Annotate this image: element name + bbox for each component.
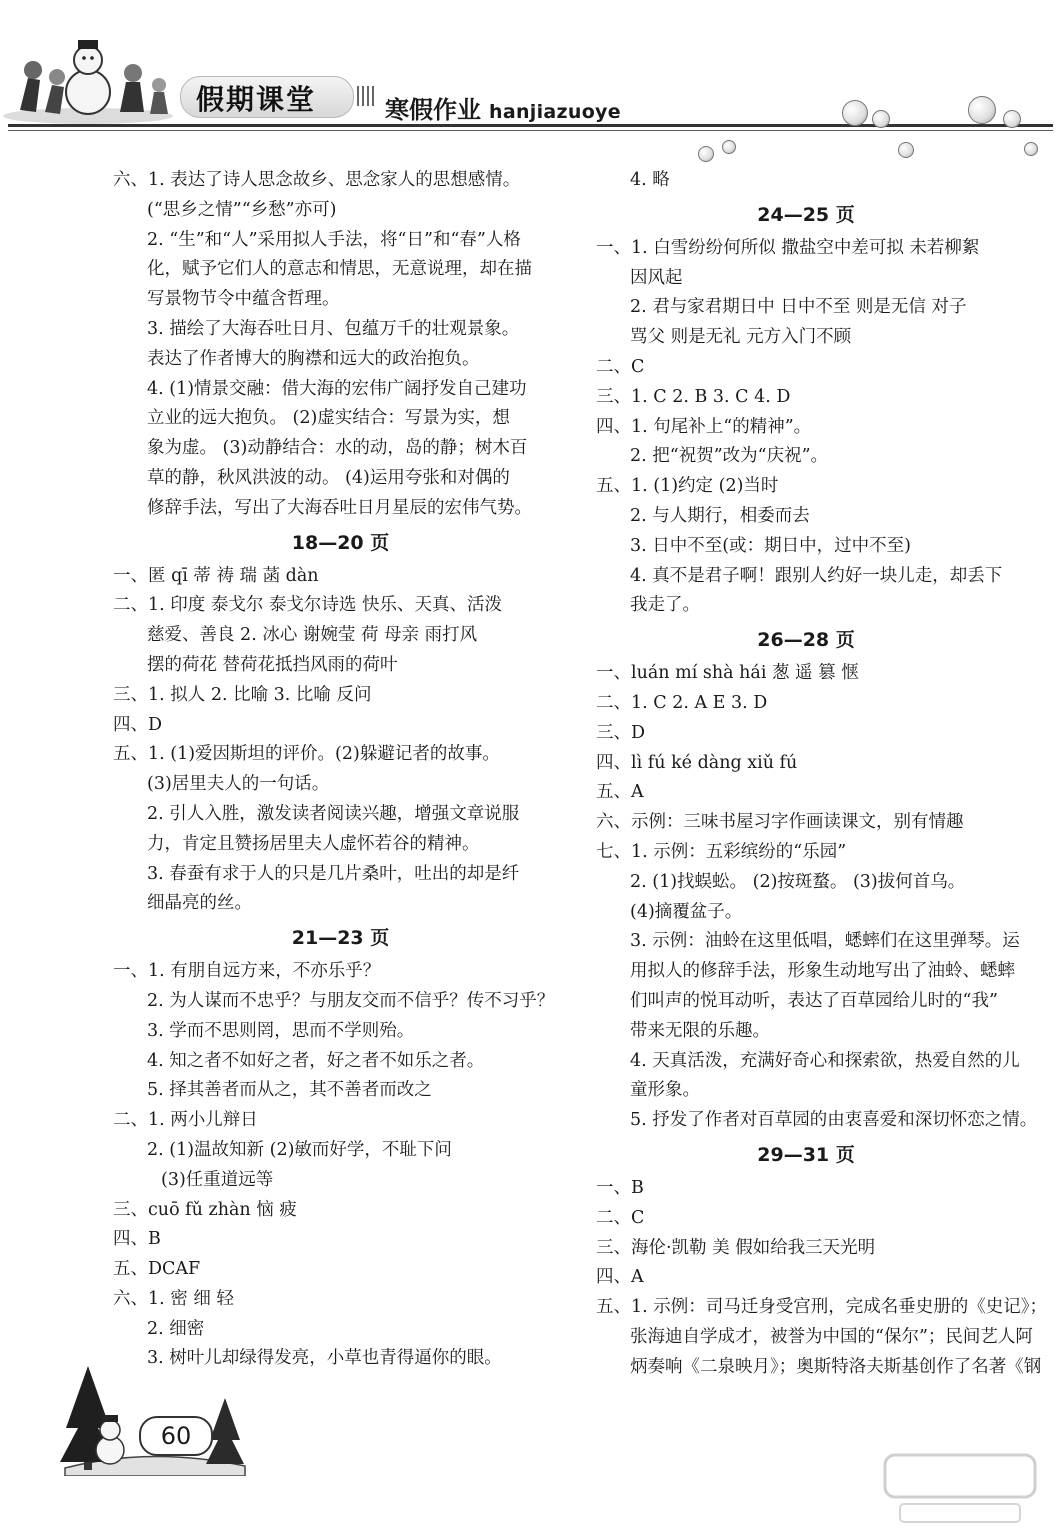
answer-line: 二、C (596, 356, 645, 377)
answer-line: 因风起 (630, 267, 683, 288)
answer-line: 摆的荷花 替荷花抵挡风雨的荷叶 (147, 654, 398, 675)
divider-bars (357, 86, 375, 106)
answer-line: 用拟人的修辞手法，形象生动地写出了油蛉、蟋蟀 (630, 961, 1015, 982)
answer-line: 六、1. 密 细 轻 (113, 1288, 234, 1309)
answer-line: 2. “生”和“人”采用拟人手法，将“日”和“春”人格 (147, 229, 521, 250)
answer-line: 四、1. 句尾补上“的精神”。 (596, 416, 812, 437)
answer-line: 5. 抒发了作者对百草园的由衷喜爱和深切怀恋之情。 (630, 1110, 1038, 1131)
answer-line: 六、示例：三味书屋习字作画读课文，别有情趣 (596, 812, 964, 833)
answer-line: 一、1. 有朋自远方来，不亦乐乎？ (113, 961, 381, 982)
bubble-ornament (1024, 142, 1038, 156)
answer-line: 4. 真不是君子啊！跟别人约好一块儿走，却丢下 (630, 565, 1003, 586)
answer-line: 4. (1)情景交融：借大海的宏伟广阔抒发自己建功 (147, 378, 527, 399)
header-rule-thin (8, 130, 1053, 131)
section-heading: 21—23 页 (291, 927, 390, 950)
answer-line: 五、A (596, 782, 644, 803)
answer-line: 五、1. (1)爱因斯坦的评价。(2)躲避记者的故事。 (113, 744, 500, 765)
answer-line: 3. 树叶儿却绿得发亮，小草也青得逼你的眼。 (147, 1348, 502, 1369)
answer-line: 二、1. 印度 泰戈尔 泰戈尔诗选 快乐、天真、活泼 (113, 595, 502, 616)
answer-line: 力，肯定且赞扬居里夫人虚怀若谷的精神。 (147, 833, 480, 854)
bubble-ornament (698, 146, 714, 162)
page-header (0, 0, 1061, 165)
answer-line: 三、1. C 2. B 3. C 4. D (596, 386, 791, 407)
bubble-ornament (898, 142, 914, 158)
page-number: 60 (139, 1416, 213, 1456)
answer-column-right (596, 166, 1048, 1382)
answer-line: 3. 春蚕有求于人的只是几片桑叶，吐出的却是纤 (147, 863, 520, 884)
answer-line: 张海迪自学成才，被誉为中国的“保尔”；民间艺人阿 (630, 1326, 1033, 1347)
answer-line: 三、海伦·凯勒 美 假如给我三天光明 (596, 1237, 876, 1258)
answer-line: 表达了作者博大的胸襟和远大的政治抱负。 (147, 348, 480, 369)
answer-line: 三、cuō fǔ zhàn 恼 疲 (113, 1199, 297, 1220)
header-subtitle (385, 90, 621, 125)
bubble-ornament (872, 110, 890, 128)
answer-site-watermark-logo (880, 1450, 1040, 1530)
answer-line: (4)摘覆盆子。 (630, 901, 743, 922)
answer-line: 带来无限的乐趣。 (630, 1020, 770, 1041)
answer-line: 2. 为人谋而不忠乎？与朋友交而不信乎？传不习乎？ (147, 990, 555, 1011)
section-heading: 26—28 页 (757, 629, 855, 652)
answer-line: 5. 择其善者而从之，其不善者而改之 (147, 1080, 432, 1101)
answer-line: 童形象。 (630, 1080, 700, 1101)
header-rule-thick (8, 124, 1053, 127)
answer-line: 3. 学而不思则罔，思而不学则殆。 (147, 1020, 415, 1041)
subtitle-pinyin: hanjiazuoye (489, 101, 621, 123)
winter-children-snowman-icon (0, 30, 175, 125)
subtitle-cn: 寒假作业 (385, 96, 481, 124)
answer-line: 3. 描绘了大海吞吐日月、包蕴万千的壮观景象。 (147, 318, 520, 339)
answer-line: 我走了。 (630, 595, 700, 616)
answer-line: 五、1. 示例：司马迁身受宫刑，完成名垂史册的《史记》； (596, 1297, 1048, 1318)
answer-line: 一、luán mí shà hái 葱 遥 篡 惬 (596, 663, 859, 684)
answer-line: 五、1. (1)约定 (2)当时 (596, 476, 779, 497)
answer-line: 2. 把“祝贺”改为“庆祝”。 (630, 446, 829, 467)
section-heading: 18—20 页 (291, 531, 390, 554)
answer-line: 二、1. C 2. A E 3. D (596, 692, 768, 713)
answer-line: 五、DCAF (113, 1259, 201, 1280)
answer-line: 四、D (113, 714, 163, 735)
answer-line: 4. 知之者不如好之者，好之者不如乐之者。 (147, 1050, 485, 1071)
answer-line: 四、lì fú ké dàng xiǔ fú (596, 752, 798, 773)
answer-line: 2. 君与家君期日中 日中不至 则是无信 对子 (630, 297, 967, 318)
answer-line: 慈爱、善良 2. 冰心 谢婉莹 荷 母亲 雨打风 (147, 625, 478, 646)
answer-line: 二、C (596, 1207, 645, 1228)
answer-line: 2. (1)找蜈蚣。 (2)按斑蝥。 (3)拔何首乌。 (630, 871, 966, 892)
bubble-ornament (842, 100, 868, 126)
answer-line: 一、匿 qī 蒂 祷 瑞 菡 dàn (113, 565, 319, 586)
answer-line: 化，赋予它们人的意志和情思，无意说理，却在描 (147, 259, 532, 280)
answer-line: 四、B (113, 1229, 161, 1250)
answer-line: (3)居里夫人的一句话。 (147, 774, 330, 795)
answer-line: 3. 示例：油蛉在这里低唱，蟋蟀们在这里弹琴。运 (630, 931, 1020, 952)
answer-line: 2. 细密 (147, 1318, 205, 1339)
answer-line: 草的静，秋风洪波的动。 (4)运用夸张和对偶的 (147, 467, 510, 488)
answer-line: 七、1. 示例：五彩缤纷的“乐园” (596, 841, 847, 862)
section-heading: 24—25 页 (757, 203, 855, 226)
answer-line: (“思乡之情”“乡愁”亦可) (147, 199, 337, 220)
answer-line: 3. 日中不至(或：期日中，过中不至) (630, 535, 911, 556)
answer-line: 三、1. 拟人 2. 比喻 3. 比喻 反问 (113, 684, 372, 705)
answer-line: 二、1. 两小儿辩日 (113, 1110, 258, 1131)
answer-line: 4. 略 (630, 170, 670, 190)
answer-line: 2. (1)温故知新 (2)敏而好学，不耻下问 (147, 1139, 452, 1160)
answer-line: 2. 引人入胜，激发读者阅读兴趣，增强文章说服 (147, 803, 520, 824)
answer-line: 细晶亮的丝。 (147, 893, 252, 914)
answer-line: 4. 天真活泼，充满好奇心和探索欲，热爱自然的儿 (630, 1050, 1020, 1071)
answer-column-left (113, 166, 568, 1374)
brand-title: 假期课堂 (196, 83, 317, 116)
answer-line: 们叫声的悦耳动听，表达了百草园给儿时的“我” (630, 990, 998, 1011)
answer-line: 四、A (596, 1267, 644, 1288)
answer-line: 写景物节令中蕴含哲理。 (147, 289, 340, 310)
answer-line: 三、D (596, 722, 646, 743)
section-heading: 29—31 页 (757, 1143, 855, 1166)
answer-line: 六、1. 表达了诗人思念故乡、思念家人的思想感情。 (113, 170, 521, 190)
bubble-ornament (1003, 110, 1021, 128)
bubble-ornament (722, 140, 736, 154)
answer-line: 立业的远大抱负。 (2)虚实结合：写景为实，想 (147, 408, 510, 429)
answer-line: 炳奏响《二泉映月》；奥斯特洛夫斯基创作了名著《钢 (630, 1356, 1042, 1377)
bubble-ornament (968, 96, 996, 124)
answer-line: 2. 与人期行，相委而去 (630, 505, 810, 526)
answer-line: 象为虚。 (3)动静结合：水的动，岛的静；树木百 (147, 438, 528, 459)
answer-line: 骂父 则是无礼 元方入门不顾 (630, 327, 852, 348)
answer-line: 一、1. 白雪纷纷何所似 撒盐空中差可拟 未若柳絮 (596, 237, 980, 258)
answer-line: 一、B (596, 1177, 644, 1198)
answer-line: (3)任重道远等 (161, 1169, 274, 1190)
answer-line: 修辞手法，写出了大海吞吐日月星辰的宏伟气势。 (147, 497, 532, 518)
